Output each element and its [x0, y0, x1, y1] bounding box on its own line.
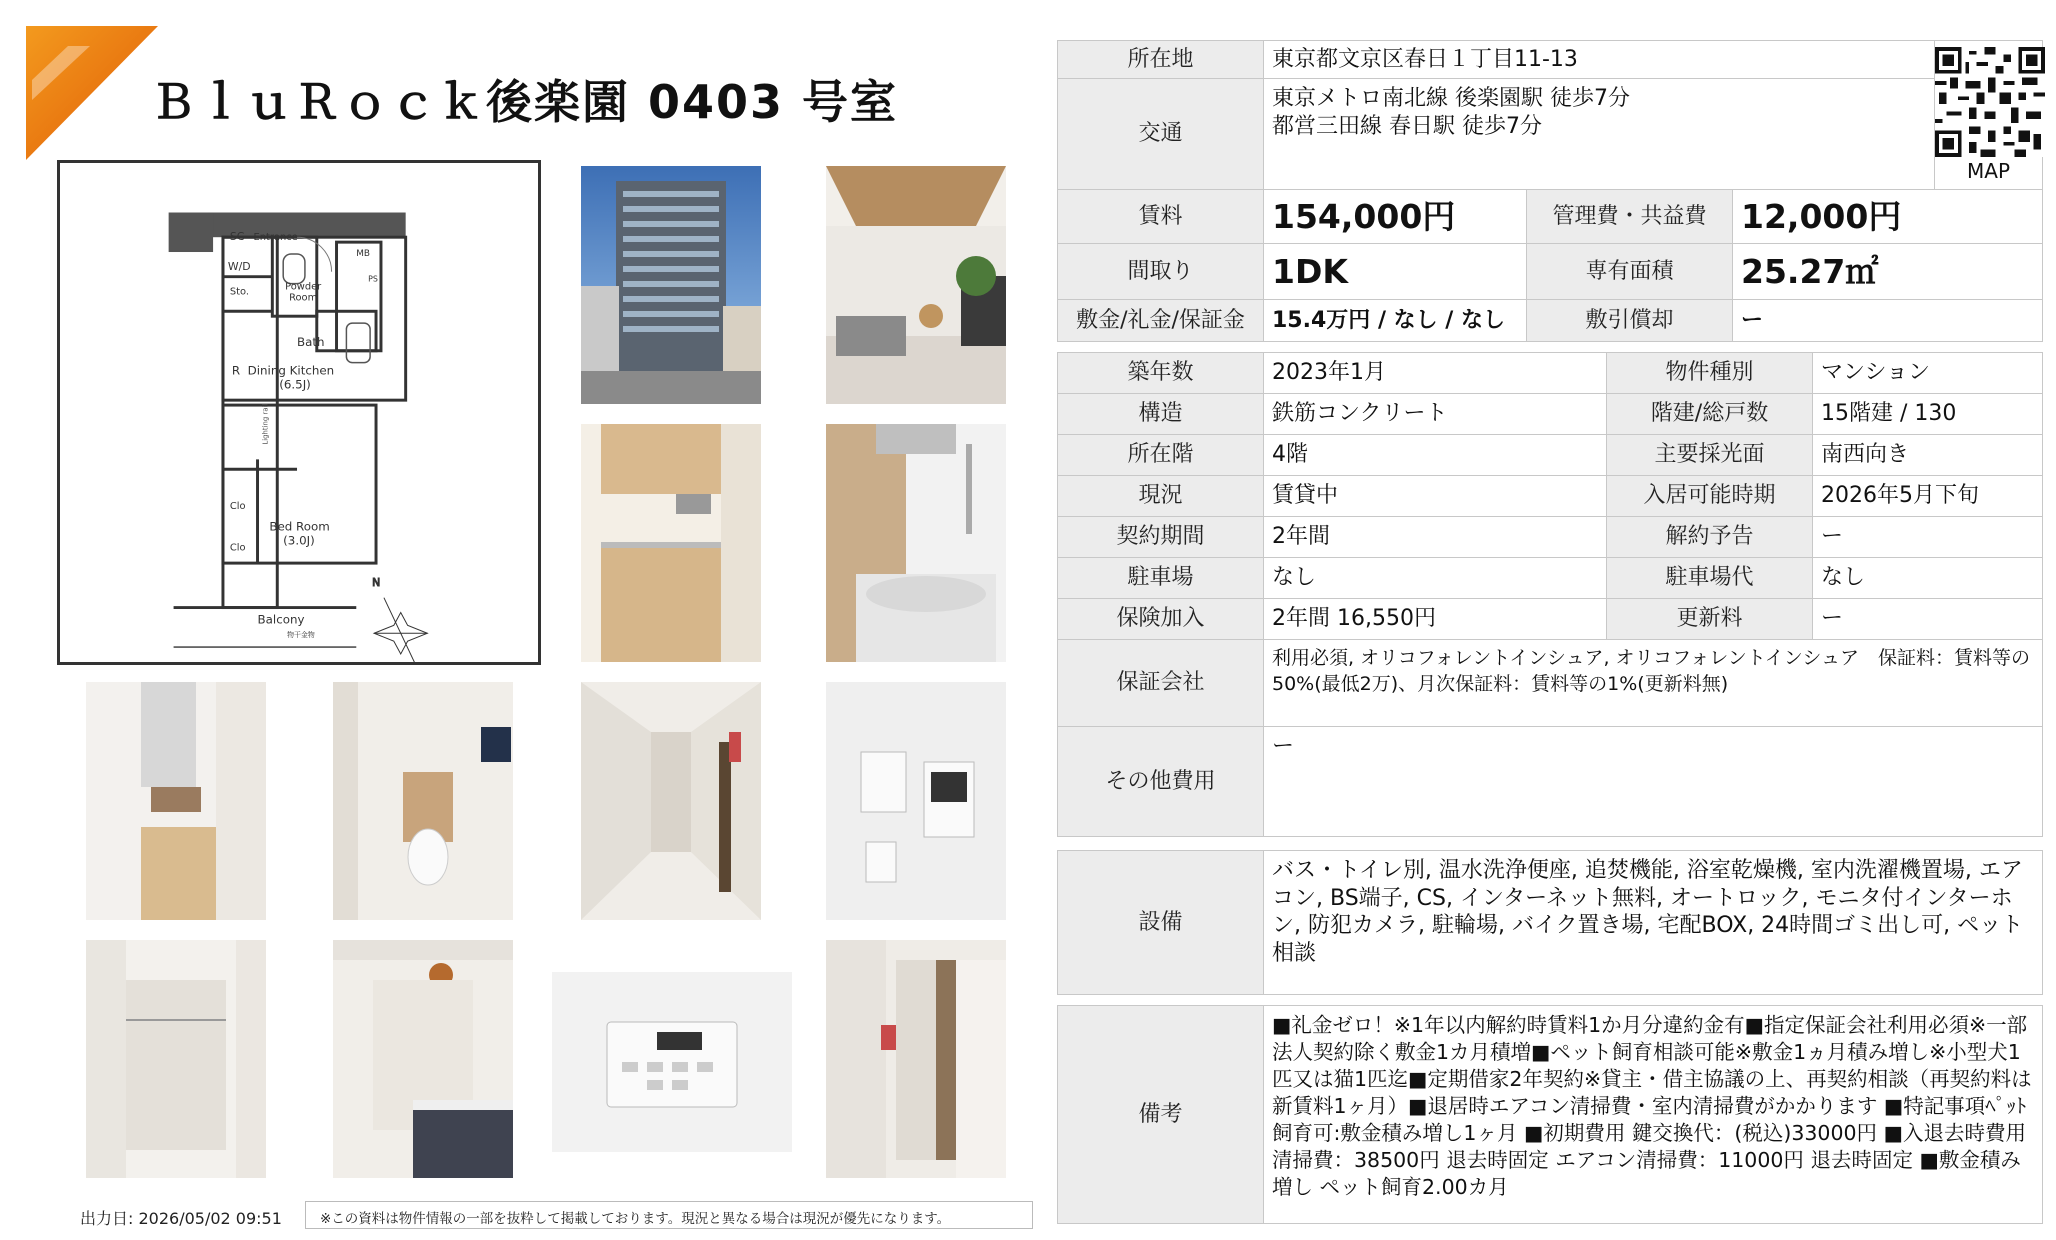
move-in-label: 入居可能時期 — [1607, 476, 1813, 517]
qr-code-icon[interactable] — [1935, 47, 2045, 157]
fp-dining-kitchen: Dining Kitchen — [247, 363, 335, 378]
deposit-value: 15.4万円 / なし / なし — [1264, 300, 1527, 342]
fp-clo1: Clo — [229, 500, 246, 512]
move-in-value: 2026年5月下旬 — [1813, 476, 2043, 517]
structure-value: 鉄筋コンクリート — [1264, 394, 1607, 435]
area-label: 専有面積 — [1527, 244, 1733, 300]
photo-bedroom — [333, 940, 513, 1178]
parking-label: 駐車場 — [1058, 558, 1264, 599]
management-fee-label: 管理費・共益費 — [1527, 190, 1733, 244]
cancellation-notice-label: 解約予告 — [1607, 517, 1813, 558]
cancellation-notice-value: ー — [1813, 517, 2043, 558]
remarks-table — [1057, 1005, 2053, 1224]
guarantor-label: 保証会社 — [1058, 640, 1264, 727]
fp-lighting: Lighting rail — [261, 403, 270, 445]
property-title: ＢｌｕＲｏｃｋ後楽園 0403 号室 — [150, 75, 899, 129]
insurance-value: 2年間 16,550円 — [1264, 599, 1607, 640]
guarantor-value: 利用必須, オリコフォレントインシュア, オリコフォレントインシュア 保証料：賃料等の50%(最低2万)、月次保証料：賃料等の1%(更新料無) — [1264, 640, 2043, 727]
fp-bedroom-size: (3.0J) — [283, 533, 315, 548]
status-label: 現況 — [1058, 476, 1264, 517]
floor-label: 所在階 — [1058, 435, 1264, 476]
lighting-direction-value: 南西向き — [1813, 435, 2043, 476]
map-label[interactable]: MAP — [1967, 159, 2011, 183]
fp-powder: Powder — [285, 281, 322, 293]
floor-plan-image — [57, 160, 541, 665]
photo-intercom-panel — [826, 682, 1006, 920]
amortization-value: ー — [1733, 300, 2043, 342]
corner-accent-logo — [26, 26, 166, 160]
fp-sto: Sto. — [229, 286, 249, 298]
photo-water-heater-panel — [552, 972, 792, 1152]
fp-room: Room — [289, 292, 318, 304]
contract-term-value: 2年間 — [1264, 517, 1607, 558]
address-label: 所在地 — [1058, 41, 1264, 79]
amortization-label: 敷引償却 — [1527, 300, 1733, 342]
property-type-value: マンション — [1813, 353, 2043, 394]
photo-hallway — [581, 682, 761, 920]
contract-term-label: 契約期間 — [1058, 517, 1264, 558]
parking-fee-value: なし — [1813, 558, 2043, 599]
parking-fee-label: 駐車場代 — [1607, 558, 1813, 599]
photo-washroom — [86, 682, 266, 920]
fp-bedroom: Bed Room — [269, 519, 330, 534]
equipment-value: バス・トイレ別, 温水洗浄便座, 追焚機能, 浴室乾燥機, 室内洗濯機置場, エアコン, BS端子, CS, インターネット無料, オートロック, モニタ付インターホン, 防犯カメラ, 駐輪場, バイク置き場, 宅配BOX, 24時間ゴミ出し可, ペット相談 — [1264, 851, 2043, 995]
access-line-2: 都営三田線 春日駅 徒歩7分 — [1272, 113, 1542, 139]
rent-label: 賃料 — [1058, 190, 1264, 244]
renewal-fee-value: ー — [1813, 599, 2043, 640]
output-date: 出力日: 2026/05/02 09:51 — [80, 1209, 282, 1228]
floor-value: 4階 — [1264, 435, 1607, 476]
photo-toilet — [333, 682, 513, 920]
fp-sc: SC — [229, 230, 245, 244]
deposit-label: 敷金/礼金/保証金 — [1058, 300, 1264, 342]
fp-entrance: Entrance — [253, 232, 298, 244]
other-fees-label: その他費用 — [1058, 727, 1264, 837]
remarks-label: 備考 — [1058, 1006, 1264, 1224]
structure-label: 構造 — [1058, 394, 1264, 435]
photo-living-room — [826, 166, 1006, 404]
photo-building-exterior — [581, 166, 761, 404]
fp-balcony-note: 物干金物 — [287, 631, 315, 640]
layout-value: 1DK — [1264, 244, 1527, 300]
fp-bath: Bath — [297, 334, 325, 349]
photo-kitchen — [581, 424, 761, 662]
remarks-value: ■礼金ゼロ！※1年以内解約時賃料1か月分違約金有■指定保証会社利用必須※一部法人契約除く敷金1カ月積増■ペット飼育相談可能※敷金1ヵ月積み増し※小型犬1匹又は猫1匹迄■定期借家2年契約※貸主・借主協議の上、再契約相談（再契約料は 新賃料1ヶ月）■退居時エアコン清掃費・室内清掃費がかかります ■特記事項ﾍﾟｯﾄ飼育可:敷金積み増し1ヶ月 ■初期費用 鍵交換代：(税込)33000円 ■入退去時費用 清掃費：38500円 退去時固定 エアコン清掃費：11000円 退去時固定 ■敷金積み増し ペット飼育2.00カ月 — [1264, 1006, 2043, 1224]
map-qr-cell[interactable] — [1935, 41, 2043, 190]
other-fees-value: ー — [1264, 727, 2043, 837]
rent-value: 154,000円 — [1264, 190, 1527, 244]
access-value — [1264, 79, 1935, 190]
fp-clo2: Clo — [229, 542, 246, 554]
fp-mb: MB — [356, 248, 371, 259]
lighting-direction-label: 主要採光面 — [1607, 435, 1813, 476]
floors-units-label: 階建/総戸数 — [1607, 394, 1813, 435]
equipment-label: 設備 — [1058, 851, 1264, 995]
built-value: 2023年1月 — [1264, 353, 1607, 394]
built-label: 築年数 — [1058, 353, 1264, 394]
area-value: 25.27㎡ — [1733, 244, 2043, 300]
photo-bathroom — [826, 424, 1006, 662]
fp-ps: PS — [368, 274, 378, 284]
address-value: 東京都文京区春日１丁目11-13 — [1264, 41, 1935, 79]
fp-dk-size: (6.5J) — [279, 377, 311, 392]
disclaimer-note: ※この資料は物件情報の一部を抜粋して掲載しております。現況と異なる場合は現況が優先になります。 — [305, 1201, 1033, 1229]
fp-north: N — [372, 575, 381, 589]
insurance-label: 保険加入 — [1058, 599, 1264, 640]
photo-shoe-cabinet — [826, 940, 1006, 1178]
access-label: 交通 — [1058, 79, 1264, 190]
parking-value: なし — [1264, 558, 1607, 599]
property-type-label: 物件種別 — [1607, 353, 1813, 394]
floors-units-value: 15階建 / 130 — [1813, 394, 2043, 435]
access-line-1: 東京メトロ南北線 後楽園駅 徒歩7分 — [1272, 86, 1630, 111]
basic-info-table — [1057, 40, 2043, 342]
compass-icon — [372, 576, 427, 662]
status-value: 賃貸中 — [1264, 476, 1607, 517]
photo-closet — [86, 940, 266, 1178]
management-fee-value: 12,000円 — [1733, 190, 2043, 244]
layout-label: 間取り — [1058, 244, 1264, 300]
equipment-table — [1057, 850, 2043, 995]
renewal-fee-label: 更新料 — [1607, 599, 1813, 640]
fp-r: R — [231, 363, 241, 378]
fp-balcony: Balcony — [257, 612, 305, 627]
fp-wd: W/D — [227, 259, 251, 273]
property-details-table — [1057, 352, 2043, 837]
